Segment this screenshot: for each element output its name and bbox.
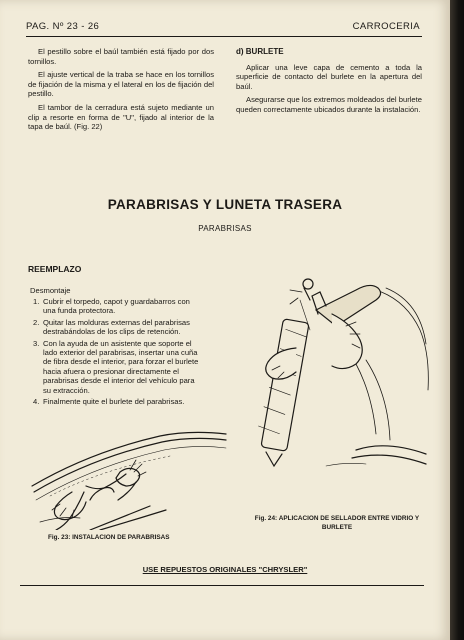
paragraph: Asegurarse que los extremos moldeados del burlete queden correctamente ubicados durante la instalación. <box>236 95 422 114</box>
list-item <box>33 297 201 316</box>
step-number: 4. <box>33 397 40 407</box>
windshield-installation-illustration <box>30 426 230 530</box>
footer-rule <box>20 585 424 586</box>
paragraph: El ajuste vertical de la traba se hace en los tornillos de fijación de la misma y el lateral en los de fijación del pestillo. <box>28 70 214 99</box>
figure-23-caption: Fig. 23: INSTALACION DE PARABRISAS <box>48 534 170 541</box>
step-text: Quitar las molduras externas del parabrisas destrabándolas de los clips de retención. <box>43 317 190 337</box>
list-item <box>33 318 201 337</box>
list-item <box>33 397 201 406</box>
paragraph: El tambor de la cerradura está sujeto mediante un clip a resorte en forma de "U", fijado al interior de la tapa de baúl. (Fig. 22) <box>28 102 214 132</box>
step-number: 3. <box>33 338 40 348</box>
paragraph: El pestillo sobre el baúl también está fijado por dos tornillos. <box>28 47 214 66</box>
section-name: CARROCERIA <box>352 21 420 32</box>
page-header <box>26 21 420 35</box>
header-rule <box>26 36 422 37</box>
steps-list <box>33 297 201 408</box>
section-title: PARABRISAS Y LUNETA TRASERA <box>107 197 343 212</box>
footer-text: USE REPUESTOS ORIGINALES "CHRYSLER" <box>142 565 308 574</box>
figure-24-caption: Fig. 24: APLICACION DE SELLADOR ENTRE VIDRIO Y BURLETE <box>254 515 420 531</box>
right-column <box>236 47 422 119</box>
sealant-gun-illustration <box>256 270 430 475</box>
step-text: Cubrir el torpedo, capot y guardabarros con una funda protectora. <box>43 297 190 316</box>
reemplazo-heading: REEMPLAZO <box>28 264 82 274</box>
desmontaje-label: Desmontaje <box>30 286 71 295</box>
page-reference: PAG. Nº 23 - 26 <box>26 21 100 32</box>
left-column <box>28 47 214 136</box>
step-text: Finalmente quite el burlete del parabrisas. <box>43 397 185 407</box>
binding-shadow <box>450 0 464 640</box>
paragraph: Aplicar una leve capa de cemento a toda la superficie de contacto del burlete en la apertura del baúl. <box>236 62 422 91</box>
burlete-heading: d) BURLETE <box>236 47 284 56</box>
section-subtitle: PARABRISAS <box>198 224 252 233</box>
step-number: 1. <box>33 297 40 306</box>
step-number: 2. <box>33 317 40 327</box>
footer-notice <box>0 565 450 574</box>
list-item <box>33 339 201 395</box>
step-text: Con la ayuda de un asistente que soporte el lado exterior del parabrisas, insertar una cuña de fibra desde el interior, para forzar el burlete hacia afuera o presionar directamente el parabrisas desde el interior del vehículo para su extracción. <box>43 338 199 395</box>
